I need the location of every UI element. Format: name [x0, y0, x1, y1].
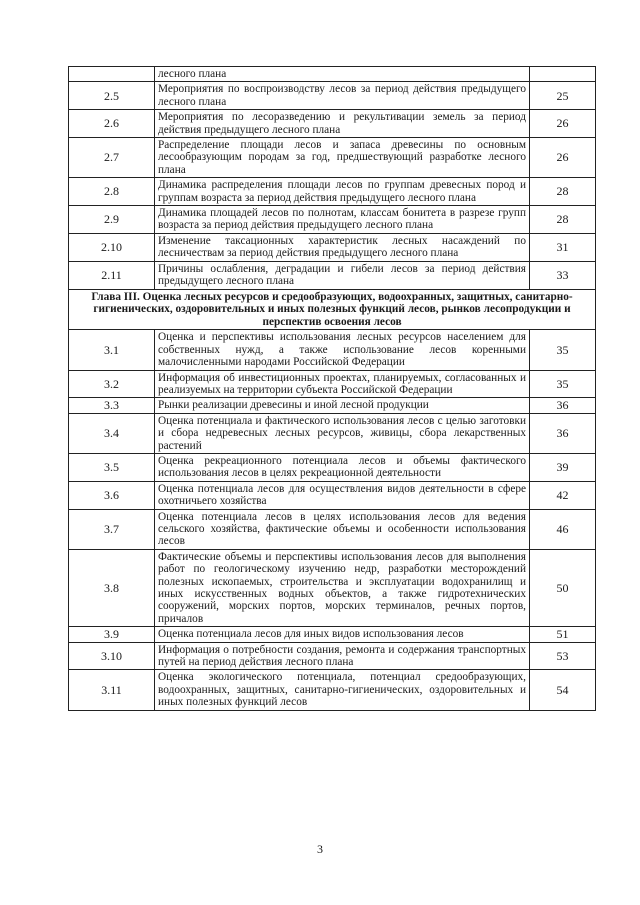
- toc-row-number: 3.5: [69, 453, 155, 481]
- toc-row-title: Изменение таксационных характеристик лесных насаждений по лесничествам за период действия предыдущего лесного плана: [155, 233, 530, 261]
- toc-row-title: Причины ослабления, деградации и гибели лесов за период действия предыдущего лесного плана: [155, 261, 530, 289]
- toc-row-page: 28: [530, 178, 596, 206]
- toc-row: [69, 549, 596, 626]
- toc-row-title: Мероприятия по лесоразведению и рекультивации земель за период действия предыдущего лесного плана: [155, 110, 530, 138]
- toc-row-page: 28: [530, 206, 596, 234]
- toc-row-page: 26: [530, 138, 596, 178]
- toc-row-number: 3.3: [69, 398, 155, 413]
- toc-row-title: Оценка экологического потенциала, потенциал средообразующих, водоохранных, защитных, санитарно-гигиенических, оздоровительных и иных полезных функций лесов: [155, 670, 530, 710]
- toc-row-title: Распределение площади лесов и запаса древесины по основным лесообразующим породам за год, предшествующий разработке лесного плана: [155, 138, 530, 178]
- toc-row-number: 3.8: [69, 549, 155, 626]
- toc-row-number: 2.7: [69, 138, 155, 178]
- toc-row: [69, 453, 596, 481]
- toc-row: [69, 110, 596, 138]
- toc-row-title: Оценка потенциала лесов для осуществления видов деятельности в сфере охотничьего хозяйства: [155, 481, 530, 509]
- toc-row: [69, 670, 596, 710]
- toc-row-page: 25: [530, 82, 596, 110]
- toc-row-number: 2.10: [69, 233, 155, 261]
- toc-row-title: Оценка потенциала лесов для иных видов использования лесов: [155, 627, 530, 642]
- toc-row: [69, 178, 596, 206]
- toc-row-page: 35: [530, 370, 596, 398]
- toc-row: [69, 627, 596, 642]
- toc-row-number: 2.9: [69, 206, 155, 234]
- table-of-contents: [68, 66, 596, 711]
- toc-row-page: 33: [530, 261, 596, 289]
- toc-row-page: [530, 67, 596, 82]
- toc-row-page: 36: [530, 413, 596, 453]
- toc-row: [69, 138, 596, 178]
- toc-row: [69, 233, 596, 261]
- toc-row-number: 2.11: [69, 261, 155, 289]
- toc-row-number: 3.6: [69, 481, 155, 509]
- toc-row-page: 51: [530, 627, 596, 642]
- toc-row-number: 3.2: [69, 370, 155, 398]
- toc-row-title: Информация об инвестиционных проектах, планируемых, согласованных и реализуемых на территории субъекта Российской Федерации: [155, 370, 530, 398]
- toc-row-number: 3.1: [69, 330, 155, 370]
- toc-row: [69, 330, 596, 370]
- toc-row-page: 31: [530, 233, 596, 261]
- toc-row-number: 3.11: [69, 670, 155, 710]
- toc-row-number: 2.8: [69, 178, 155, 206]
- toc-section-2: [69, 82, 596, 289]
- chapter-heading: Глава III. Оценка лесных ресурсов и средообразующих, водоохранных, защитных, санитарно-гигиенических, оздоровительных и иных полезных функций лесов, рынков лесопродукции и перспектив освоения лесов: [69, 289, 596, 330]
- page-number: 3: [317, 842, 323, 856]
- toc-row-title: Оценка потенциала и фактического использования лесов с целью заготовки и сбора недревесных лесных ресурсов, живицы, сбора лекарственных растений: [155, 413, 530, 453]
- toc-row: [69, 642, 596, 670]
- toc-row: [69, 481, 596, 509]
- toc-row-number: 3.9: [69, 627, 155, 642]
- toc-row-page: 39: [530, 453, 596, 481]
- toc-row-number: 3.4: [69, 413, 155, 453]
- toc-row: [69, 67, 596, 82]
- toc-row-number: 3.10: [69, 642, 155, 670]
- toc-row: [69, 82, 596, 110]
- toc-row: [69, 206, 596, 234]
- toc-row-title: Оценка и перспективы использования лесных ресурсов населением для собственных нужд, а также использование лесов коренными малочисленными народами Российской Федерации: [155, 330, 530, 370]
- toc-row-page: 50: [530, 549, 596, 626]
- toc-row-number: [69, 67, 155, 82]
- toc-section-3: [69, 330, 596, 710]
- toc-row-page: 35: [530, 330, 596, 370]
- toc-row-title: Оценка рекреационного потенциала лесов и объемы фактического использования лесов в целях рекреационной деятельности: [155, 453, 530, 481]
- toc-row-page: 46: [530, 509, 596, 549]
- toc-row: [69, 509, 596, 549]
- toc-row: [69, 370, 596, 398]
- toc-row: [69, 413, 596, 453]
- toc-row-page: 42: [530, 481, 596, 509]
- toc-row: [69, 398, 596, 413]
- toc-row-title: Динамика распределения площади лесов по группам древесных пород и группам возраста за период действия предыдущего лесного плана: [155, 178, 530, 206]
- toc-row-page: 53: [530, 642, 596, 670]
- toc-row-title: Информация о потребности создания, ремонта и содержания транспортных путей на период действия лесного плана: [155, 642, 530, 670]
- toc-row-title: Фактические объемы и перспективы использования лесов для выполнения работ по геологическому изучению недр, разработки месторождений полезных ископаемых, строительства и эксплуатации водохранилищ и иных искусственных водных объектов, а также гидротехнических сооружений, морских портов, морских терминалов, речных портов, причалов: [155, 549, 530, 626]
- toc-chapter-row: [69, 289, 596, 330]
- toc-row-page: 26: [530, 110, 596, 138]
- toc-row-title: Динамика площадей лесов по полнотам, классам бонитета в разрезе групп возраста за период действия предыдущего лесного плана: [155, 206, 530, 234]
- toc-row-title: Оценка потенциала лесов в целях использования лесов для ведения сельского хозяйства, фактические объемы и особенности использования лесов: [155, 509, 530, 549]
- toc-row-title: Рынки реализации древесины и иной лесной продукции: [155, 398, 530, 413]
- toc-row: [69, 261, 596, 289]
- toc-row-title: Мероприятия по воспроизводству лесов за период действия предыдущего лесного плана: [155, 82, 530, 110]
- toc-row-page: 36: [530, 398, 596, 413]
- toc-row-number: 3.7: [69, 509, 155, 549]
- toc-row-title: лесного плана: [155, 67, 530, 82]
- toc-row-page: 54: [530, 670, 596, 710]
- toc-row-number: 2.6: [69, 110, 155, 138]
- toc-row-number: 2.5: [69, 82, 155, 110]
